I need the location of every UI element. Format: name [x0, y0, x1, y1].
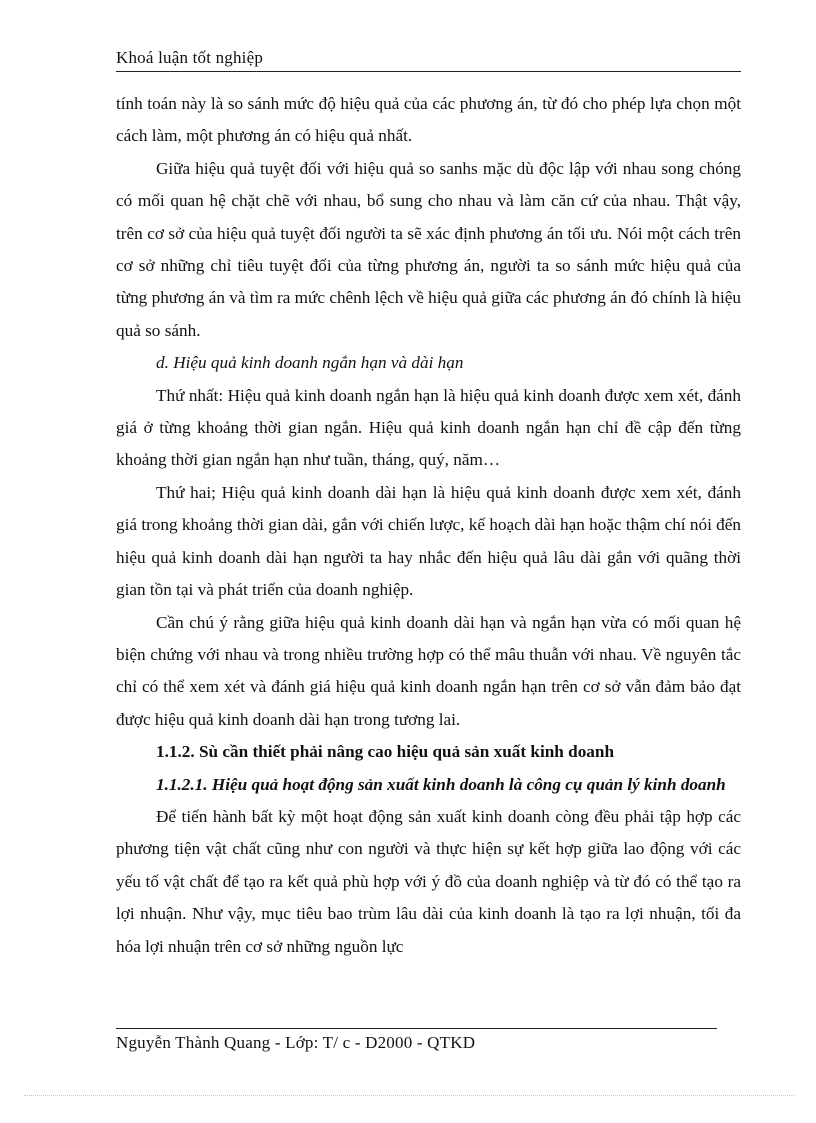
paragraph-absolute-vs-comparative: Giữa hiệu quả tuyệt đối với hiệu quả so sanhs mặc dù độc lập với nhau song chóng có mối quan hệ chặt chẽ với nhau, bổ sung cho nhau và làm căn cứ của nhau. Thật vậy, trên cơ sở của hiệu quả tuyệt đối người ta sẽ xác định phương án tối ưu. Nói một cách trên cơ sở những chỉ tiêu tuyệt đối của từng phương án, người ta so sánh mức hiệu quả của từng phương án và tìm ra mức chênh lệch về hiệu quả giữa các phương án đó chính là hiệu quả so sánh.: [116, 158, 741, 340]
footer-divider: [116, 1028, 717, 1029]
page-edge-line: [24, 1095, 794, 1096]
paragraph-first-short-term: Thứ nhất: Hiệu quả kinh doanh ngắn hạn là hiệu quả kinh doanh được xem xét, đánh giá ở từng khoảng thời gian ngắn. Hiệu quả kinh doanh ngắn hạn chỉ đề cập đến từng khoảng thời gian ngắn hạn như tuần, tháng, quý, năm…: [116, 385, 741, 470]
paragraph-relationship: Cần chú ý rằng giữa hiệu quả kinh doanh dài hạn và ngắn hạn vừa có mối quan hệ biện chứng với nhau và trong nhiều trường hợp có thể mâu thuẫn với nhau. Về nguyên tắc chỉ có thể xem xét và đánh giá hiệu quả kinh doanh ngắn hạn trên cơ sở vẫn đảm bảo đạt được hiệu quả kinh doanh dài hạn trong tương lai.: [116, 612, 741, 729]
page-footer-author: Nguyễn Thành Quang - Lớp: T/ c - D2000 - QTKD: [116, 1033, 476, 1052]
header-divider: [116, 71, 741, 72]
section-heading-1-1-2: 1.1.2. Sù cần thiết phải nâng cao hiệu quả sản xuất kinh doanh: [156, 742, 615, 762]
paragraph-continuation: tính toán này là so sánh mức độ hiệu quả của các phương án, từ đó cho phép lựa chọn một cách làm, một phương án có hiệu quả nhất.: [116, 94, 741, 146]
paragraph-second-long-term: Thứ hai; Hiệu quả kinh doanh dài hạn là hiệu quả kinh doanh được xem xét, đánh giá trong khoảng thời gian dài, gắn với chiến lược, kế hoạch dài hạn hoặc thậm chí nói đến hiệu quả kinh doanh dài hạn người ta hay nhắc đến hiệu quả lâu dài gắn với quãng thời gian tồn tại và phát triển của doanh nghiệp.: [116, 482, 741, 600]
section-heading-1-1-2-1: 1.1.2.1. Hiệu quả hoạt động sản xuất kinh doanh là công cụ quản lý kinh doanh: [156, 774, 726, 794]
paragraph-business-activity: Để tiến hành bất kỳ một hoạt động sản xuất kinh doanh còng đều phải tập hợp các phương tiện vật chất cũng như con người và thực hiện sự kết hợp giữa lao động với các yếu tố vật chất để tạo ra kết quả phù hợp với ý đồ của doanh nghiệp và từ đó có thể tạo ra lợi nhuận. Như vậy, mục tiêu bao trùm lâu dài của kinh doanh là tạo ra lợi nhuận, tối đa hóa lợi nhuận trên cơ sở những nguồn lực: [116, 806, 741, 956]
document-body: [116, 88, 741, 963]
subheading-short-long-term: d. Hiệu quả kinh doanh ngắn hạn và dài hạn: [156, 353, 464, 373]
page-header-title: Khoá luận tốt nghiệp: [116, 48, 264, 67]
